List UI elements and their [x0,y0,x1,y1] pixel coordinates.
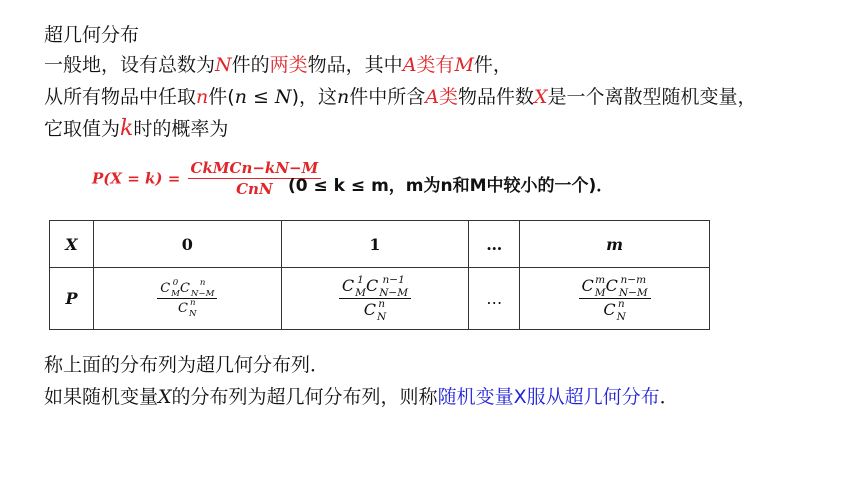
prob-0: C 0 M C n N−M C n N [93,268,281,330]
footer-line-2 [44,384,679,410]
table-row-x [50,221,710,268]
header-p: P [50,268,94,330]
header-x: X [50,221,94,268]
var-N: N [215,54,232,76]
text: 件中所含 [349,86,426,108]
definition-line-1 [44,52,512,78]
text: 如果随机变量 [44,386,159,408]
table-row-p [50,268,710,330]
text: 一般地，设有总数为 [44,54,216,76]
highlight-class: 类 [438,86,458,108]
var-M: M [454,54,474,76]
text: 件， [473,54,512,76]
var-k: k [120,116,134,141]
text: 从所有物品中任取 [44,86,197,108]
prob-m: C m M C n−m N−M C n N [520,268,710,330]
distribution-table [49,220,710,330]
highlight-two-kinds: 两类 [269,54,308,76]
definition-line-3 [44,116,228,142]
text: 件( [208,86,235,108]
formula-lhs: P(X = k) = [92,169,186,188]
prob-ellipsis: … [469,268,520,330]
value-0: 0 [93,221,281,268]
text: 的分布列为超几何分布列，则称 [171,386,438,408]
var-A: A [425,86,439,108]
text: 物品件数 [458,86,535,108]
definition-line-2 [44,84,757,110]
text: 时的概率为 [133,118,229,140]
highlight-class-has: 类有 [416,54,455,76]
hypergeometric-conclusion: 随机变量X服从超几何分布 [437,386,660,408]
text: 件的 [231,54,270,76]
text: ． [659,386,679,408]
formula-condition: (0 ≤ k ≤ m，m为n和M中较小的一个)． [288,176,614,196]
section-title: 超几何分布 [44,24,140,46]
value-ellipsis: … [469,221,520,268]
text: 它取值为 [44,118,121,140]
var-X: X [158,386,172,408]
prob-1: C 1 M C n−1 N−M C n N [281,268,469,330]
var-n: n [196,86,209,108]
footer-line-1: 称上面的分布列为超几何分布列． [44,354,330,376]
text: 是一个离散型随机变量， [547,86,757,108]
var-n: n [336,86,350,108]
value-m: m [520,221,710,268]
condition-n-le-N: n ≤ N [234,86,292,108]
var-A: A [402,54,417,76]
var-X: X [534,86,548,108]
value-1: 1 [281,221,469,268]
formula-fraction: $\frac{\text{CkMCn−kN−M}}{\text{CnN}}$ [188,158,322,199]
text: )，这 [291,86,337,108]
text: 物品，其中 [307,54,403,76]
